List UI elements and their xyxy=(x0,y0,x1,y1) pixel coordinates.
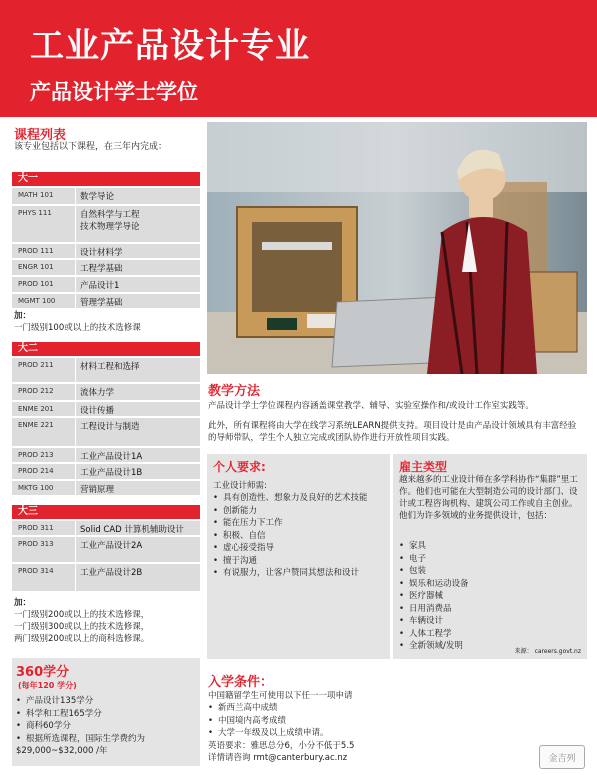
course-code: ENGR 101 xyxy=(12,260,76,275)
personal-item: • 创新能力 xyxy=(213,505,388,518)
credit-item: • 科学和工程165学分 xyxy=(16,708,198,721)
admission-heading: 入学条件： xyxy=(208,675,274,690)
course-code: PROD 111 xyxy=(12,244,76,258)
employers-intro: 越来越多的工业设计师在多学科协作“集群”里工作。他们也可能在大型制造公司的设计部门、设计或工程咨询机构、建筑公司工作或自主创业。他们为许多领域的业务提供设计，包括： xyxy=(399,475,578,521)
admission-list xyxy=(208,702,354,740)
course-code: ENME 221 xyxy=(12,418,76,446)
course-row xyxy=(12,277,200,293)
course-code: PROD 101 xyxy=(12,277,76,292)
course-code: MKTG 100 xyxy=(12,481,76,495)
course-name: Solid CAD 计算机辅助设计 xyxy=(80,525,184,535)
personal-item: • 积极、自信 xyxy=(213,530,388,543)
employer-item: • 全新领域/发明 xyxy=(399,640,579,653)
personal-box xyxy=(207,454,390,659)
course-name: 流体力学 xyxy=(80,388,115,398)
employer-item: • 医疗器械 xyxy=(399,590,579,603)
credits-title: 360学分 xyxy=(16,665,70,680)
page-title: 工业产品设计专业 xyxy=(30,26,310,66)
employer-item: • 家具 xyxy=(399,540,579,553)
course-row xyxy=(12,521,200,536)
course-code: PHYS 111 xyxy=(12,206,76,242)
elective-label: 加： xyxy=(14,598,32,608)
employer-item: • 人体工程学 xyxy=(399,628,579,641)
course-name: 设计传播 xyxy=(80,406,115,416)
watermark-logo: 金吉列 xyxy=(539,745,585,769)
credits-subtitle: (每年120 学分) xyxy=(18,681,77,690)
elective-label: 加： xyxy=(14,311,32,321)
course-name: 营销原理 xyxy=(80,485,115,495)
elective-line: 一门级别200或以上的技术选修课， xyxy=(14,610,150,620)
course-name: 材料工程和选择 xyxy=(80,362,140,372)
employers-heading: 雇主类型 xyxy=(399,460,448,474)
courses-intro: 该专业包括以下课程，在三年内完成： xyxy=(14,142,168,152)
course-name: 数学导论 xyxy=(80,192,115,202)
course-name: 工程学基础 xyxy=(80,264,123,274)
course-row xyxy=(12,402,200,417)
course-code: MGMT 100 xyxy=(12,294,76,308)
year-header: 大一 xyxy=(12,172,200,186)
elective-note xyxy=(14,310,141,334)
course-name: 自然科学与工程 技术物理学导论 xyxy=(80,210,140,232)
credits-list xyxy=(16,695,198,758)
employer-item: • 电子 xyxy=(399,553,579,566)
course-row xyxy=(12,358,200,383)
elective-line: 两门级别200或以上的商科选修课。 xyxy=(14,634,150,644)
admission-intro: 中国籍留学生可使用以下任一一项申请 xyxy=(208,691,353,701)
course-code: MATH 101 xyxy=(12,188,76,204)
course-name: 产品设计1 xyxy=(80,281,120,291)
personal-item: • 擅于沟通 xyxy=(213,555,388,568)
course-code: ENME 201 xyxy=(12,402,76,416)
year-header: 大三 xyxy=(12,505,200,519)
course-code: PROD 314 xyxy=(12,564,76,591)
admission-item: • 中国境内高考成绩 xyxy=(208,715,354,728)
credit-item: • 商科60学分 xyxy=(16,720,198,733)
course-code: PROD 211 xyxy=(12,358,76,382)
course-row xyxy=(12,188,200,205)
course-code: PROD 212 xyxy=(12,384,76,400)
employer-item: • 包装 xyxy=(399,565,579,578)
course-row xyxy=(12,294,200,309)
admission-item: • 新西兰高中成绩 xyxy=(208,702,354,715)
contact-line[interactable]: 详情请咨询 rmt@canterbury.ac.nz xyxy=(208,752,348,763)
course-name: 工业产品设计2A xyxy=(80,541,143,551)
course-name: 设计材料学 xyxy=(80,248,123,258)
course-row xyxy=(12,260,200,276)
credit-item: • 产品设计135学分 xyxy=(16,695,198,708)
course-code: PROD 313 xyxy=(12,537,76,562)
elective-line: 一门级别300或以上的技术选修课， xyxy=(14,622,150,632)
year-header: 大二 xyxy=(12,342,200,356)
course-name: 工业产品设计2B xyxy=(80,568,143,578)
employer-item: • 娱乐和运动设备 xyxy=(399,578,579,591)
personal-item: • 虚心接受指导 xyxy=(213,542,388,555)
hero-photo xyxy=(207,122,587,374)
personal-item: • 能在压力下工作 xyxy=(213,517,388,530)
personal-item: • 具有创造性、想象力及良好的艺术技能 xyxy=(213,492,388,505)
employers-list xyxy=(399,540,579,653)
course-row xyxy=(12,206,200,243)
courses-heading: 课程列表 xyxy=(14,128,67,143)
admission-item: • 大学一年级及以上成绩申请。 xyxy=(208,727,354,740)
course-code: PROD 213 xyxy=(12,448,76,462)
course-row xyxy=(12,384,200,401)
course-row xyxy=(12,448,200,463)
course-name: 工业产品设计1A xyxy=(80,452,143,462)
elective-note xyxy=(14,597,149,645)
employer-item: • 日用消费品 xyxy=(399,603,579,616)
teaching-heading: 教学方法 xyxy=(208,384,261,399)
page-subtitle: 产品设计学士学位 xyxy=(30,80,198,104)
course-row xyxy=(12,464,200,480)
personal-heading: 个人要求: xyxy=(213,460,266,474)
course-code: PROD 311 xyxy=(12,521,76,535)
english-requirement: 英语要求：雅思总分6，小分不低于5.5 xyxy=(208,740,355,751)
course-code: PROD 214 xyxy=(12,464,76,479)
course-row xyxy=(12,481,200,496)
credits-box xyxy=(12,658,200,766)
teaching-paragraph-2: 此外，所有课程将由大学在线学习系统LEARN提供支持。项目设计是由产品设计领域具有丰富经验的导师带队，学生个人独立完成或团队协作进行开放性项目实践。 xyxy=(208,421,577,443)
course-row xyxy=(12,244,200,259)
personal-list xyxy=(213,492,388,580)
elective-text: 一门级别100或以上的技术选修课 xyxy=(14,323,141,333)
source-note: 来源： careers.govt.nz xyxy=(514,648,581,655)
course-row xyxy=(12,537,200,563)
credit-item: • 根据所选课程，国际生学费约为 $29,000~$32,000 /年 xyxy=(16,733,198,758)
personal-item: • 有说服力，让客户赞同其想法和设计 xyxy=(213,567,388,580)
course-row xyxy=(12,564,200,592)
admission-block xyxy=(208,690,354,764)
course-name: 工程设计与制造 xyxy=(80,422,140,432)
personal-intro: 工业设计师需: xyxy=(213,481,267,491)
teaching-paragraph-1: 产品设计学士学位课程内容涵盖课堂教学、辅导、实验室操作和/或设计工作室实践等。 xyxy=(208,401,534,411)
employer-item: • 车辆设计 xyxy=(399,615,579,628)
course-name: 工业产品设计1B xyxy=(80,468,143,478)
course-name: 管理学基础 xyxy=(80,298,123,308)
employers-box xyxy=(393,454,587,659)
photo-illustration xyxy=(207,122,587,374)
course-row xyxy=(12,418,200,447)
